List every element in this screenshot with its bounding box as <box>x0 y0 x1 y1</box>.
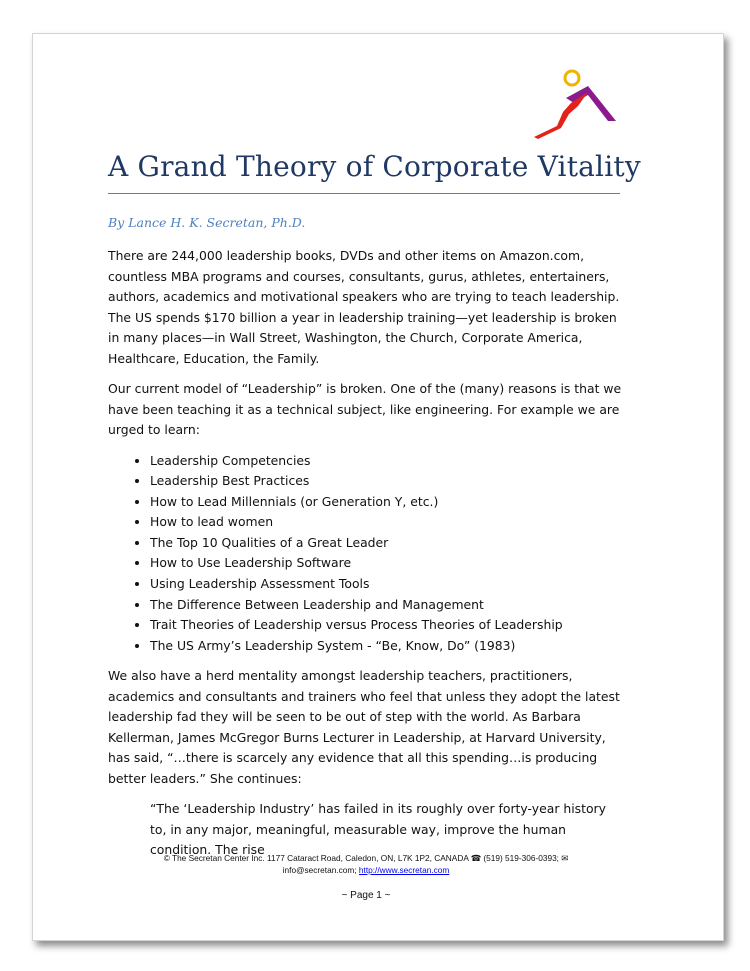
list-item: • How to Use Leadership Software <box>150 553 624 574</box>
block-quote: “The ‘Leadership Industry’ has failed in its roughly over forty-year history to, in any major, meaningful, measurable way, improve the human condition. The rise <box>150 801 606 858</box>
list-item: • The Difference Between Leadership and Management <box>150 595 624 616</box>
byline: By Lance H. K. Secretan, Ph.D. <box>108 215 306 230</box>
footer-address: © The Secretan Center Inc. 1177 Cataract Road, Caledon, ON, L7K 1P2, CANADA ☎ (519) 519-306-0393; ✉ <box>163 853 569 863</box>
list-item: • Leadership Best Practices <box>150 471 624 492</box>
paragraph-intro: There are 244,000 leadership books, DVDs and other items on Amazon.com, countless MBA programs and courses, consultants, gurus, athletes, entertainers, authors, academics and motivational speakers who are trying to teach leadership. The US spends $170 billion a year in leadership training—yet leadership is broken in many places—in Wall Street, Washington, the Church, Corporate America, Healthcare, Education, the Family. <box>108 248 620 366</box>
list-item: • Using Leadership Assessment Tools <box>150 574 624 595</box>
list-item: • How to Lead Millennials (or Generation Y, etc.) <box>150 492 624 513</box>
list-item: • The Top 10 Qualities of a Great Leader <box>150 533 624 554</box>
list-item: • Leadership Competencies <box>150 451 624 472</box>
list-item: • The US Army’s Leadership System - “Be, Know, Do” (1983) <box>150 636 624 657</box>
footer-contact <box>108 864 624 876</box>
list-item: • How to lead women <box>150 512 624 533</box>
website-link[interactable]: http://www.secretan.com <box>358 865 450 875</box>
paragraph-herd: We also have a herd mentality amongst leadership teachers, practitioners, academics and consultants and trainers who feel that unless they adopt the latest leadership fad they will be seen to be out of step with the world. As Barbara Kellerman, James McGregor Burns Lecturer in Leadership, at Harvard University, has said, “…there is scarcely any evidence that all this spending…is producing better leaders.” She continues: <box>108 668 620 786</box>
title-rule <box>108 193 620 194</box>
footer-email: info@secretan.com; <box>282 865 359 875</box>
page-footer <box>108 852 624 876</box>
bullet-list <box>108 451 624 657</box>
paragraph-model: Our current model of “Leadership” is broken. One of the (many) reasons is that we have been teaching it as a technical subject, like engineering. For example we are urged to learn: <box>108 381 622 437</box>
logo-mark <box>528 35 620 141</box>
list-item: • Trait Theories of Leadership versus Process Theories of Leadership <box>150 615 624 636</box>
article-body <box>108 246 624 861</box>
page-title: A Grand Theory of Corporate Vitality <box>108 150 641 183</box>
page-number: ~ Page 1 ~ <box>341 890 391 901</box>
